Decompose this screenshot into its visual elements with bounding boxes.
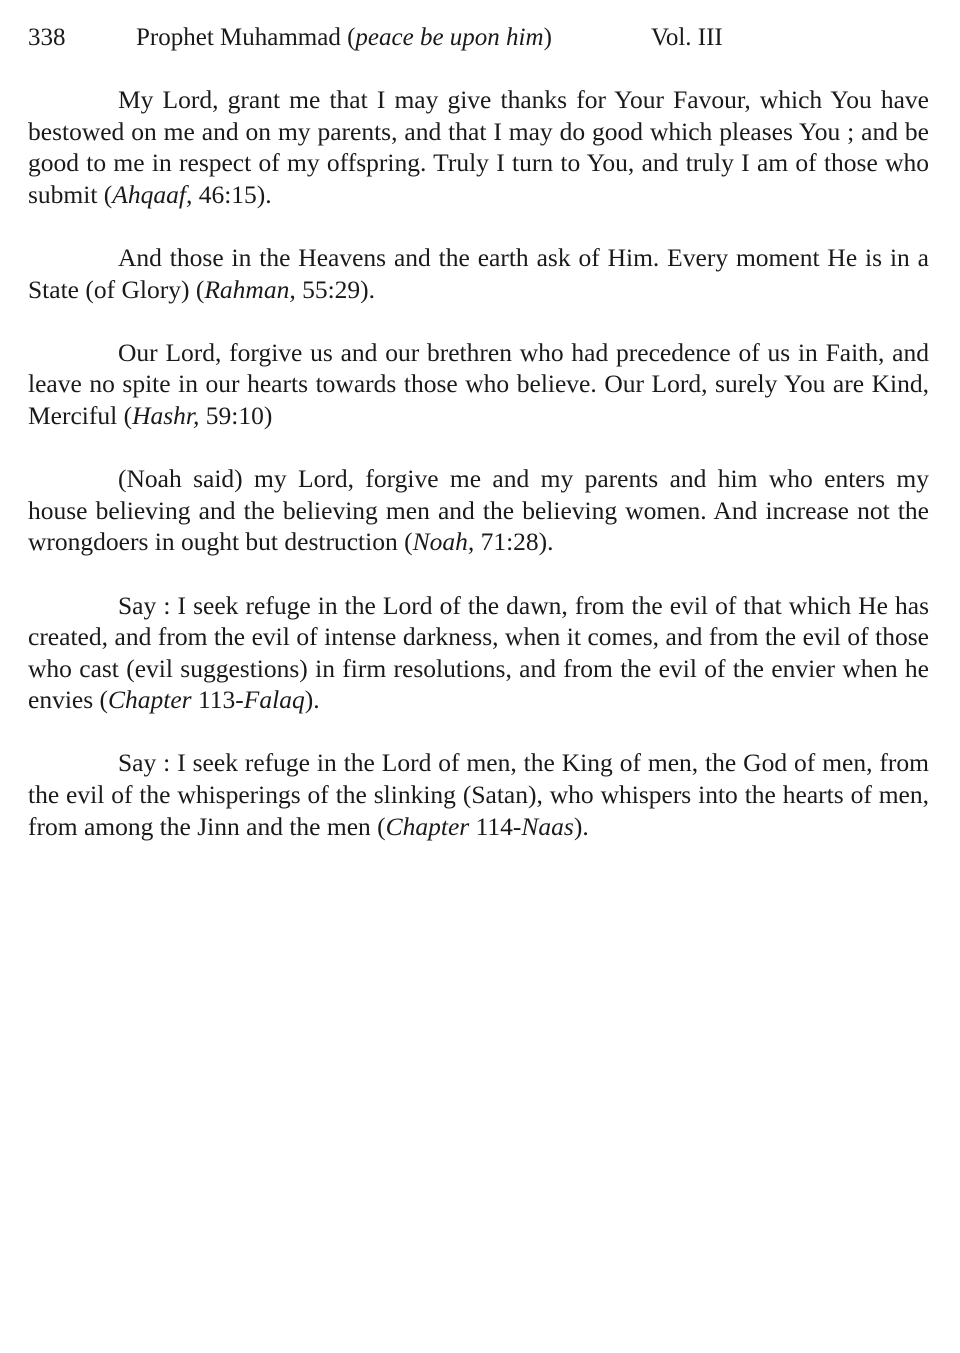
reference-verse: 59:10) <box>199 400 273 430</box>
reference-verse: 114- <box>469 811 522 841</box>
reference-verse: 55:29). <box>295 274 376 304</box>
reference-source: Ahqaaf, <box>112 179 193 209</box>
reference-verse: 71:28). <box>474 527 554 557</box>
paragraph-text: Our Lord, forgive us and our brethren who had precedence of us in Faith, and leave no spite in our hearts towards those who believe. Our Lord, surely You are Kind, Merciful ( <box>28 337 929 430</box>
running-title-main: Prophet Muhammad <box>136 24 348 51</box>
body-text <box>28 84 929 874</box>
running-title-italic: peace be upon him <box>355 24 544 51</box>
reference-source-2: Falaq <box>243 685 305 715</box>
reference-verse: 113- <box>191 685 244 715</box>
reference-tail: ). <box>573 811 589 841</box>
paragraph-text: My Lord, grant me that I may give thanks for Your Favour, which You have bestowed on me and on my parents, and that I may do good which pleases You ; and be good to me in respect of my offspring. Truly I turn to You, and truly I am of those who submit ( <box>28 85 929 209</box>
reference-source: Chapter <box>385 811 470 841</box>
paragraph-text: Say : I seek refuge in the Lord of the dawn, from the evil of that which He has created, and from the evil of intense darkness, when it comes, and from the evil of those who cast (evil suggestions) in firm resolutions, and from the evil of the envier when he envies ( <box>28 590 929 715</box>
paragraph-text: And those in the Heavens and the earth ask of Him. Every moment He is in a State (of Glory) ( <box>28 242 929 304</box>
paragraph-text: Say : I seek refuge in the Lord of men, the King of men, the God of men, from the evil of the whisperings of the slinking (Satan), who whispers into the hearts of men, from among the Jinn and the men ( <box>28 748 929 841</box>
paragraph-6 <box>28 747 929 842</box>
reference-source: Rahman, <box>204 274 296 304</box>
page-number: 338 <box>28 24 66 51</box>
volume-label: Vol. III <box>651 24 723 51</box>
paragraph-text: (Noah said) my Lord, forgive me and my parents and him who enters my house believing and the believing men and the believing women. And increase not the wrongdoers in ought but destruction ( <box>28 464 929 557</box>
paragraph-4 <box>28 463 929 558</box>
running-title: Prophet Muhammad (peace be upon him) <box>136 24 552 51</box>
paragraph-1 <box>28 84 929 210</box>
paragraph-5 <box>28 590 929 716</box>
paragraph-3 <box>28 337 929 432</box>
reference-tail: ). <box>304 685 320 715</box>
reference-source: Hashr, <box>132 400 200 430</box>
reference-verse: 46:15). <box>192 179 272 209</box>
reference-source: Noah, <box>412 527 475 557</box>
paragraph-2 <box>28 242 929 305</box>
reference-source-2: Naas <box>521 811 574 841</box>
page-header <box>28 22 928 54</box>
reference-source: Chapter <box>108 685 192 715</box>
